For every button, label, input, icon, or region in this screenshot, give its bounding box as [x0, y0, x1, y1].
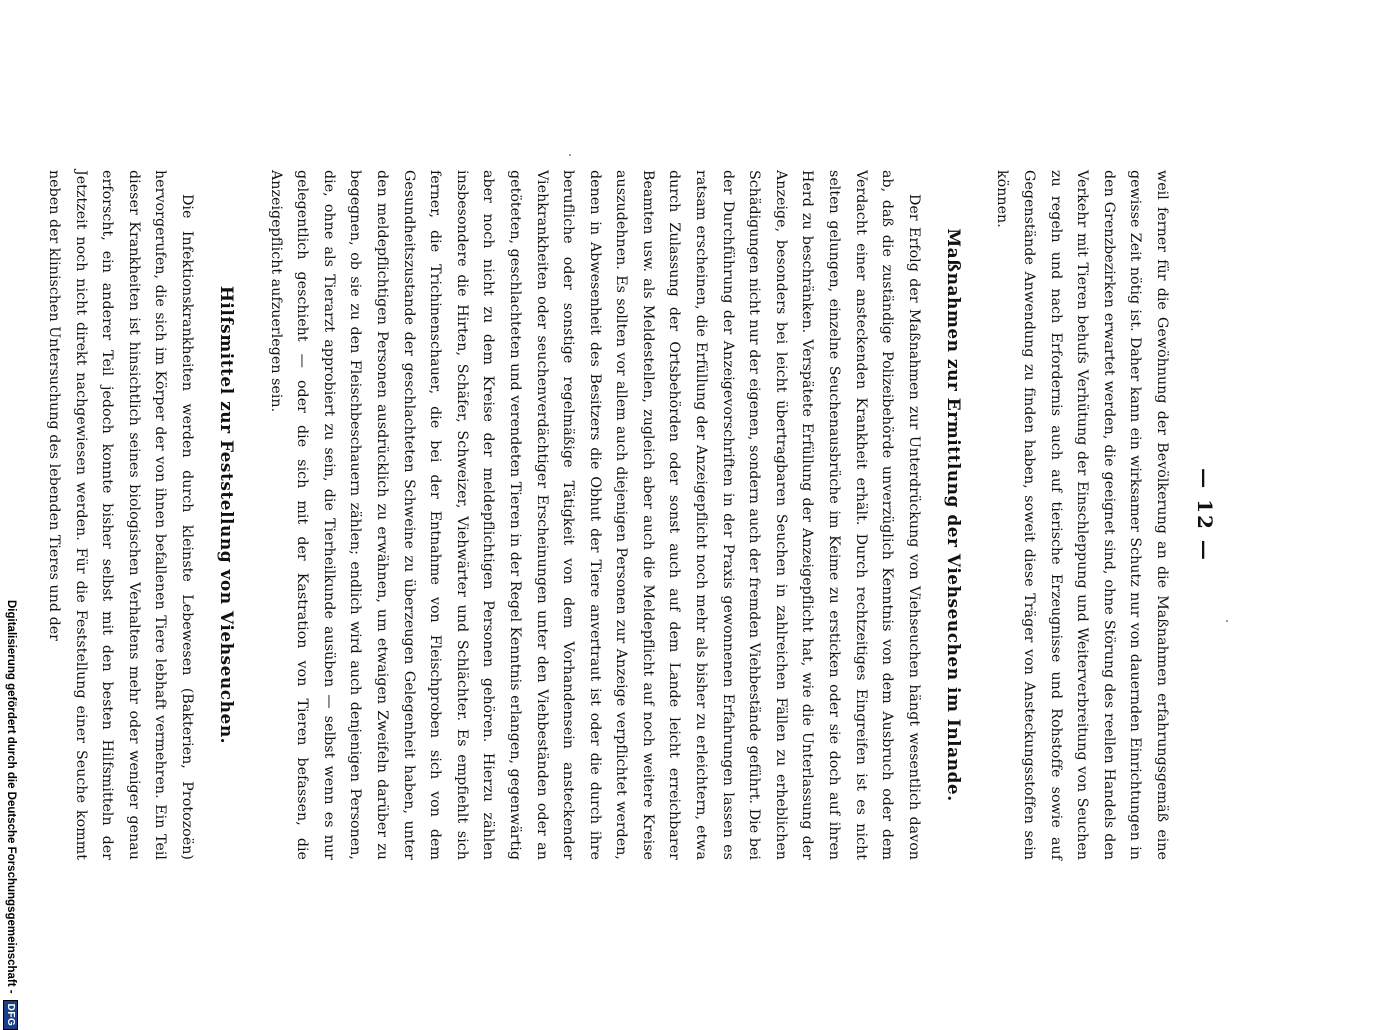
intro-paragraph: weil ferner für die Gewöhnung der Bevölkerung an die Maßnahmen erfahrungsgemäß eine gewisse Zeit nötig ist. Daher kann ein wirksamer Schutz nur von dauernden Einrichtungen in den Grenzbezirken erwartet werden, die geeignet sind, ohne Störung des reellen Handels den Verkehr mit Tieren behufs Verhütung der Einschleppung und Weiterverbreitung von Seuchen zu regeln und nach Erfordernis auch auf tierische Erzeugnisse und Rohstoffe sowie auf Gegenstände Anwendung zu finden haben, soweit diese Träger von Ansteckungsstoffen sein können.: [994, 170, 1170, 860]
section-body-hilfsmittel: Die Infektionskrankheiten werden durch kleinste Lebewesen (Bakterien, Protozoën) hervorgerufen, die sich im Körper der von ihnen befallenen Tiere lebhaft vermehren. Ein Teil dieser Krankheiten ist hinsichtlich seines biologischen Verhaltens mehr oder weniger genau erforscht, ein anderer Teil jedoch konnte bisher selbst mit den besten Hilfsmitteln der Jetztzeit noch nicht direkt nachgewiesen werden. Für die Feststellung einer Seuche kommt neben der klinischen Untersuchung des lebenden Tieres und der: [46, 170, 195, 860]
scan-speck: [1226, 620, 1228, 622]
dfg-logo-icon: DFG: [4, 1000, 19, 1030]
section-heading-hilfsmittel: Hilfsmittel zur Feststellung von Viehseuchen.: [216, 285, 236, 745]
section-body-ermittlung: Der Erfolg der Maßnahmen zur Unterdrückung von Viehseuchen hängt wesentlich davon ab, daß die zuständige Polizeibehörde unverzüglich Kenntnis von dem Ausbruch oder dem Verdacht einer ansteckenden Krankheit erhält. Durch rechtzeitiges Eingreifen ist es nicht selten gelungen, einzelne Seuchenausbrüche im Keime zu ersticken oder sie doch auf ihren Herd zu beschränken. Verspätete Erfüllung der Anzeigepflicht hat, wie die Unterlassung der Anzeige, besonders bei leicht übertragbaren Seuchen in zahlreichen Fällen zu erheblichen Schädigungen nicht nur der eigenen, sondern auch der fremden Viehbestände geführt. Die bei der Durchführung der Anzeigevorschriften in der Praxis gewonnenen Erfahrungen lassen es ratsam erscheinen, die Erfüllung der Anzeigepflicht noch mehr als bisher zu erleichtern, etwa durch Zulassung der Ortsbehörden oder sonst auch auf dem Lande leicht erreichbarer Beamten usw. als Meldestellen, zugleich aber auch die Meldepflicht auf noch weitere Kreise auszudehnen. Es sollten vor allem auch diejenigen Personen zur Anzeige verpflichtet werden, denen in Abwesenheit des Besitzers die Obhut der Tiere anvertraut ist oder die durch ihre berufliche oder sonstige regelmäßige Tätigkeit von dem Vorhandensein ansteckender Viehkrankheiten oder seuchenverdächtiger Erscheinungen unter den Viehbeständen oder an getöteten, geschlachteten und verendeten Tieren in der Regel Kenntnis erlangen, gegenwärtig aber noch nicht zu dem Kreise der meldepflichtigen Personen gehören. Hierzu zählen insbesondere die Hirten, Schäfer, Schweizer, Viehwärter und Schlächter. Es empfiehlt sich ferner, die Trichinenschauer, die bei der Entnahme von Fleischproben sich von dem Gesundheitszustande der geschlachteten Schweine zu überzeugen Gelegenheit haben, unter den meldepflichtigen Personen ausdrücklich zu erwähnen, um etwaigen Zweifeln darüber zu begegnen, ob sie zu den Fleischbeschauern zählen; endlich wird auch denjenigen Personen, die, ohne als Tierarzt approbiert zu sein, die Tierheilkunde ausüben — selbst wenn es nur gelegentlich geschieht — oder die sich mit der Kastration von Tieren befassen, die Anzeigepflicht aufzuerlegen sein.: [267, 170, 922, 860]
page-content: [46, 170, 1217, 860]
scan-speck: [569, 154, 571, 156]
page-number: — 12 —: [1193, 468, 1217, 562]
footer-text: Digitalisierung gefördert durch die Deutsche Forschungsgemeinschaft -: [5, 600, 17, 994]
section-heading-ermittlung: Maßnahmen zur Ermittlung der Viehseuchen im Inlande.: [942, 228, 963, 802]
digitization-footer: [1, 600, 21, 1027]
scanned-page: [46, 170, 1217, 860]
